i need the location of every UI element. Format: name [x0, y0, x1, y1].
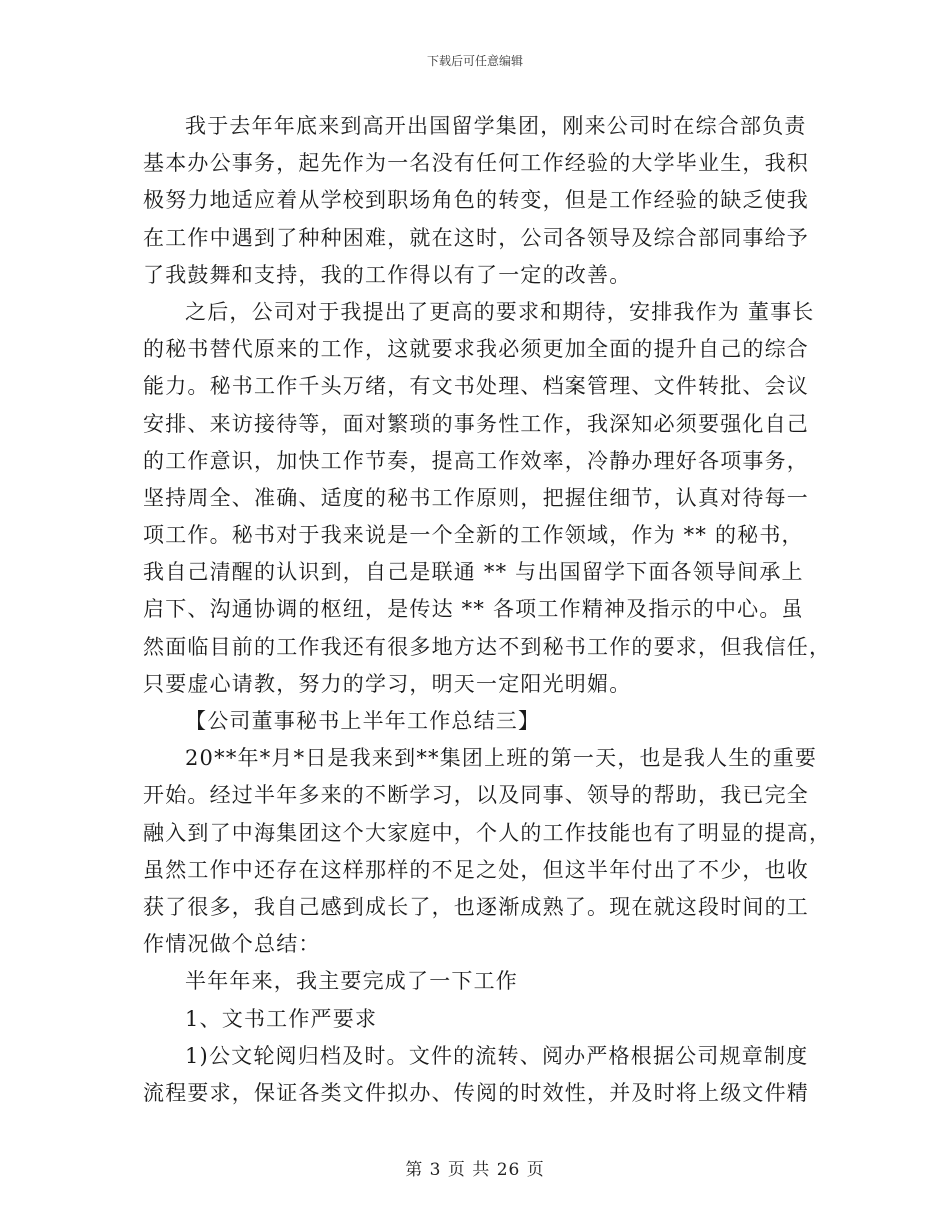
paragraph-line: 1)公文轮阅归档及时。文件的流转、阅办严格根据公司规章制度 [185, 1043, 809, 1068]
paragraph-line: 坚持周全、准确、适度的秘书工作原则，把握住细节，认真对待每一 [143, 485, 809, 510]
paragraph-line: 能力。秘书工作千头万绪，有文书处理、档案管理、文件转批、会议 [143, 374, 809, 399]
document-body [143, 108, 832, 1112]
paragraph-line: 流程要求，保证各类文件拟办、传阅的时效性，并及时将上级文件精 [143, 1080, 809, 1105]
paragraph-line: 在工作中遇到了种种困难，就在这时，公司各领导及综合部同事给予 [143, 225, 809, 250]
paragraph-line: 极努力地适应着从学校到职场角色的转变，但是工作经验的缺乏使我 [143, 188, 809, 213]
paragraph-line: 启下、沟通协调的枢纽，是传达 ** 各项工作精神及指示的中心。虽 [143, 597, 804, 622]
paragraph-line: 项工作。秘书对于我来说是一个全新的工作领域，作为 ** 的秘书， [143, 523, 804, 548]
paragraph-line: 作情况做个总结： [143, 932, 321, 957]
paragraph-line: 之后，公司对于我提出了更高的要求和期待，安排我作为 董事长 [185, 299, 815, 324]
paragraph-line: 半年年来，我主要完成了一下工作 [185, 969, 518, 994]
paragraph-line: 基本办公事务，起先作为一名没有任何工作经验的大学毕业生，我积 [143, 151, 809, 176]
paragraph-line: 开始。经过半年多来的不断学习，以及同事、领导的帮助，我已完全 [143, 783, 809, 808]
paragraph-line: 获了很多，我自己感到成长了，也逐渐成熟了。现在就这段时间的工 [143, 894, 809, 919]
paragraph-line: 安排、来访接待等，面对繁琐的事务性工作，我深知必须要强化自己 [143, 411, 809, 436]
paragraph-line: 然面临目前的工作我还有很多地方达不到秘书工作的要求，但我信任， [143, 634, 832, 659]
list-item-heading: 1、文书工作严要求 [185, 1006, 378, 1031]
paragraph-line: 的工作意识，加快工作节奏，提高工作效率，冷静办理好各项事务， [143, 448, 809, 473]
paragraph-line: 只要虚心请教，努力的学习，明天一定阳光明媚。 [143, 671, 632, 696]
page-number-footer: 第 3 页 共 26 页 [405, 1160, 545, 1180]
section-heading: 【公司董事秘书上半年工作总结三】 [185, 709, 541, 733]
paragraph-line: 20**年*月*日是我来到**集团上班的第一天，也是我人生的重要 [185, 746, 818, 771]
paragraph-line: 我于去年年底来到高开出国留学集团，刚来公司时在综合部负责 [185, 114, 807, 138]
paragraph-line: 了我鼓舞和支持，我的工作得以有了一定的改善。 [143, 262, 632, 287]
paragraph-line: 融入到了中海集团这个大家庭中，个人的工作技能也有了明显的提高， [143, 820, 832, 845]
page-header: 下载后可任意编辑 [426, 54, 523, 68]
paragraph-line: 虽然工作中还存在这样那样的不足之处，但这半年付出了不少，也收 [143, 857, 809, 882]
paragraph-line: 我自己清醒的认识到，自己是联通 ** 与出国留学下面各领导间承上 [143, 560, 804, 585]
paragraph-line: 的秘书替代原来的工作，这就要求我必须更加全面的提升自己的综合 [143, 337, 809, 362]
